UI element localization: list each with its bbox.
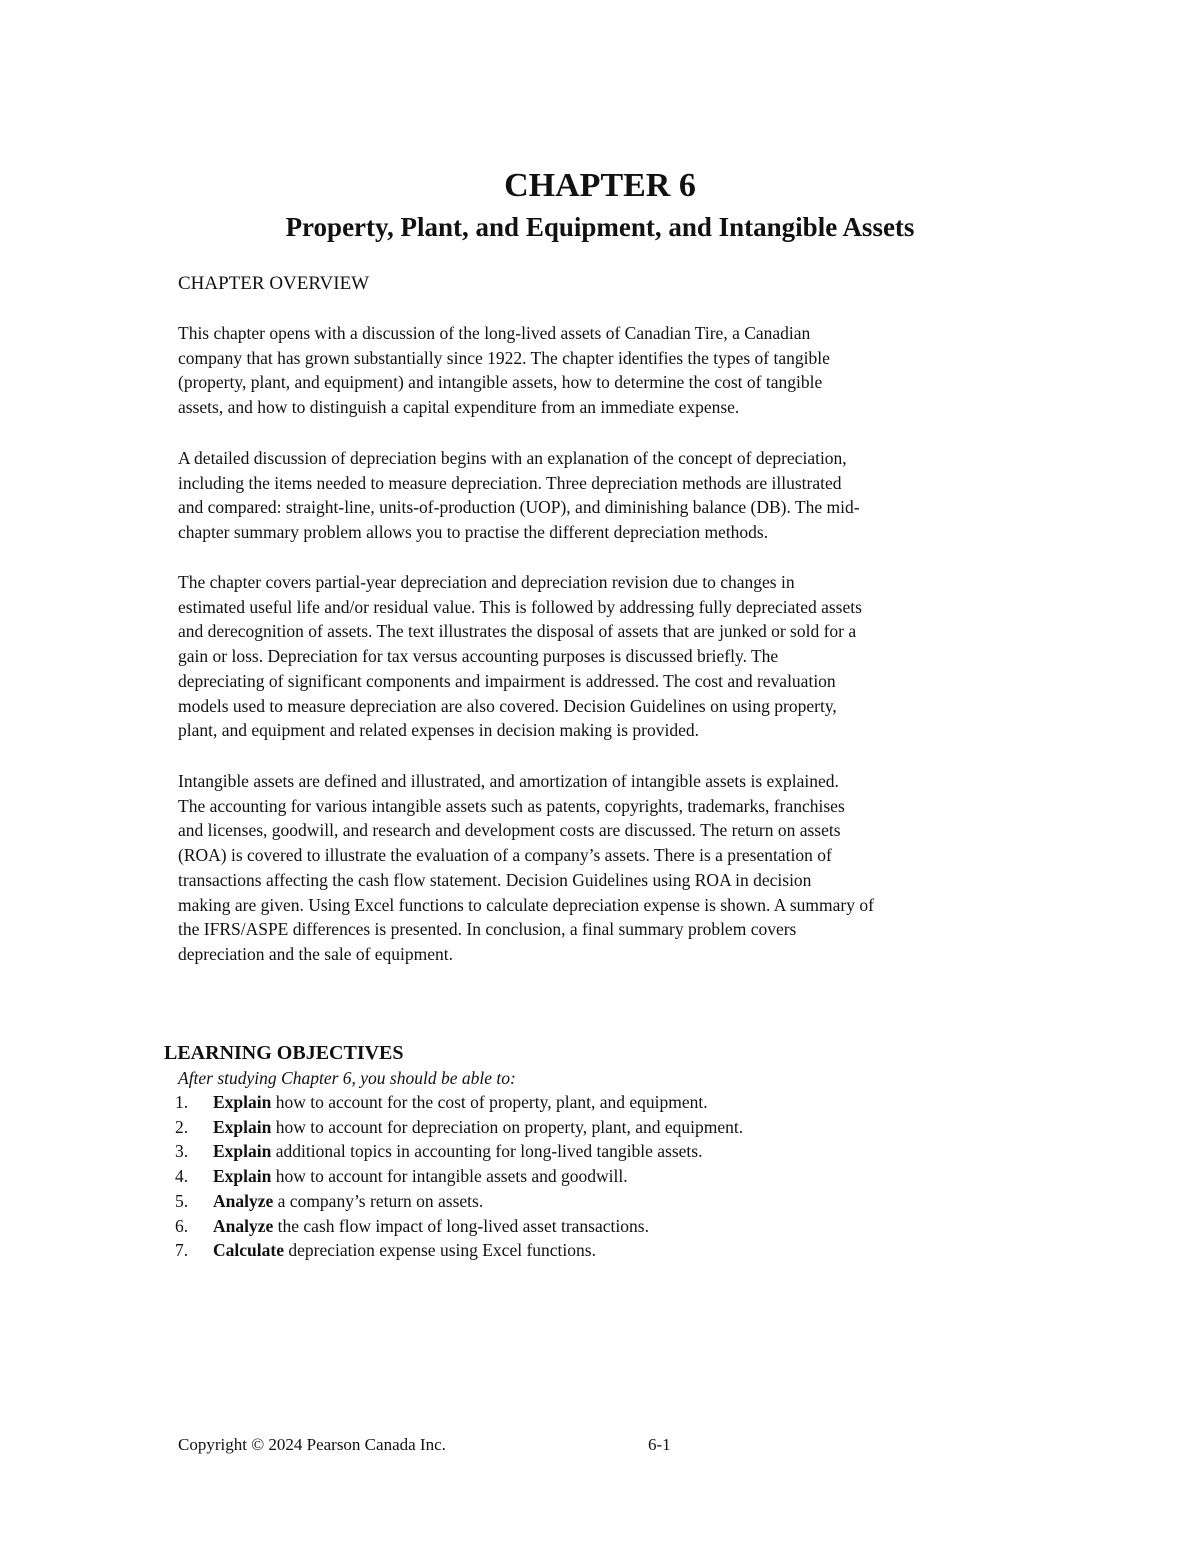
objective-item xyxy=(175,1090,743,1115)
chapter-title: Property, Plant, and Equipment, and Intangible Assets xyxy=(285,212,915,242)
paragraph-line: Intangible assets are defined and illustrated, and amortization of intangible assets is explained. xyxy=(178,771,839,791)
objective-verb: Explain xyxy=(213,1116,272,1137)
overview-heading: CHAPTER OVERVIEW xyxy=(178,273,370,294)
paragraph-line: company that has grown substantially since 1922. The chapter identifies the types of tangible xyxy=(178,347,830,368)
objective-number: 4. xyxy=(175,1166,189,1187)
paragraph-line: including the items needed to measure depreciation. Three depreciation methods are illustrated xyxy=(178,472,842,493)
objective-number: 1. xyxy=(175,1092,189,1112)
paragraph-line: and compared: straight-line, units-of-production (UOP), and diminishing balance (DB). The mid- xyxy=(178,497,860,518)
paragraph-line: assets, and how to distinguish a capital expenditure from an immediate expense. xyxy=(178,397,740,418)
learning-objectives-list xyxy=(175,1090,743,1263)
paragraph-line: estimated useful life and/or residual value. This is followed by addressing fully depreciated assets xyxy=(178,596,862,617)
objective-text: how to account for depreciation on property, plant, and equipment. xyxy=(271,1116,744,1137)
objective-verb: Analyze xyxy=(213,1190,274,1211)
overview-paragraph-2 xyxy=(178,446,1038,545)
paragraph-line: gain or loss. Depreciation for tax versus accounting purposes is discussed briefly. The xyxy=(178,646,779,667)
paragraph-line: This chapter opens with a discussion of the long-lived assets of Canadian Tire, a Canadian xyxy=(178,323,811,343)
objective-number: 7. xyxy=(175,1240,189,1261)
overview-paragraph-1 xyxy=(178,321,1038,420)
objective-item xyxy=(175,1139,743,1164)
objective-verb: Explain xyxy=(213,1092,272,1112)
objective-number: 5. xyxy=(175,1190,189,1211)
paragraph-line: (property, plant, and equipment) and intangible assets, how to determine the cost of tangible xyxy=(178,372,823,393)
objective-verb: Calculate xyxy=(213,1240,284,1261)
objective-verb: Explain xyxy=(213,1141,272,1162)
learning-objectives-intro: After studying Chapter 6, you should be able to: xyxy=(178,1068,516,1088)
paragraph-line: plant, and equipment and related expenses in decision making is provided. xyxy=(178,720,699,741)
chapter-number: CHAPTER 6 xyxy=(504,167,696,204)
objective-text: how to account for intangible assets and goodwill. xyxy=(271,1166,628,1187)
objective-item xyxy=(175,1238,743,1263)
overview-paragraph-4 xyxy=(178,769,1038,967)
paragraph-line: making are given. Using Excel functions to calculate depreciation expense is shown. A summary of xyxy=(178,894,874,915)
objective-verb: Analyze xyxy=(213,1215,274,1236)
paragraph-line: The chapter covers partial-year depreciation and depreciation revision due to changes in xyxy=(178,572,795,592)
learning-objectives-heading: LEARNING OBJECTIVES xyxy=(164,1042,404,1064)
footer-copyright: Copyright © 2024 Pearson Canada Inc. xyxy=(178,1435,446,1454)
paragraph-line: transactions affecting the cash flow statement. Decision Guidelines using ROA in decision xyxy=(178,869,812,890)
paragraph-line: models used to measure depreciation are also covered. Decision Guidelines on using property, xyxy=(178,695,837,716)
objective-text: the cash flow impact of long-lived asset transactions. xyxy=(273,1215,649,1236)
objective-text: a company’s return on assets. xyxy=(273,1190,484,1211)
objective-number: 6. xyxy=(175,1215,189,1236)
footer-page-number: 6-1 xyxy=(648,1435,671,1454)
paragraph-line: the IFRS/ASPE differences is presented. In conclusion, a final summary problem covers xyxy=(178,919,797,940)
paragraph-line: and derecognition of assets. The text illustrates the disposal of assets that are junked or sold for a xyxy=(178,621,857,642)
paragraph-line: The accounting for various intangible assets such as patents, copyrights, trademarks, franchises xyxy=(178,795,845,816)
objective-text: how to account for the cost of property, plant, and equipment. xyxy=(271,1092,708,1112)
objective-verb: Explain xyxy=(213,1166,272,1187)
paragraph-line: depreciation and the sale of equipment. xyxy=(178,943,454,964)
paragraph-line: A detailed discussion of depreciation begins with an explanation of the concept of depreciation, xyxy=(178,448,847,468)
objective-item xyxy=(175,1214,743,1239)
objective-item xyxy=(175,1115,743,1140)
objective-text: additional topics in accounting for long-lived tangible assets. xyxy=(271,1141,703,1162)
objective-number: 2. xyxy=(175,1116,189,1137)
overview-paragraph-3 xyxy=(178,570,1038,743)
paragraph-line: depreciating of significant components and impairment is addressed. The cost and revaluation xyxy=(178,670,836,691)
paragraph-line: and licenses, goodwill, and research and development costs are discussed. The return on assets xyxy=(178,820,841,841)
objective-number: 3. xyxy=(175,1141,189,1162)
objective-text: depreciation expense using Excel functions. xyxy=(283,1240,596,1261)
objective-item xyxy=(175,1164,743,1189)
paragraph-line: (ROA) is covered to illustrate the evaluation of a company’s assets. There is a presentation of xyxy=(178,845,832,866)
objective-item xyxy=(175,1189,743,1214)
paragraph-line: chapter summary problem allows you to practise the different depreciation methods. xyxy=(178,522,769,543)
